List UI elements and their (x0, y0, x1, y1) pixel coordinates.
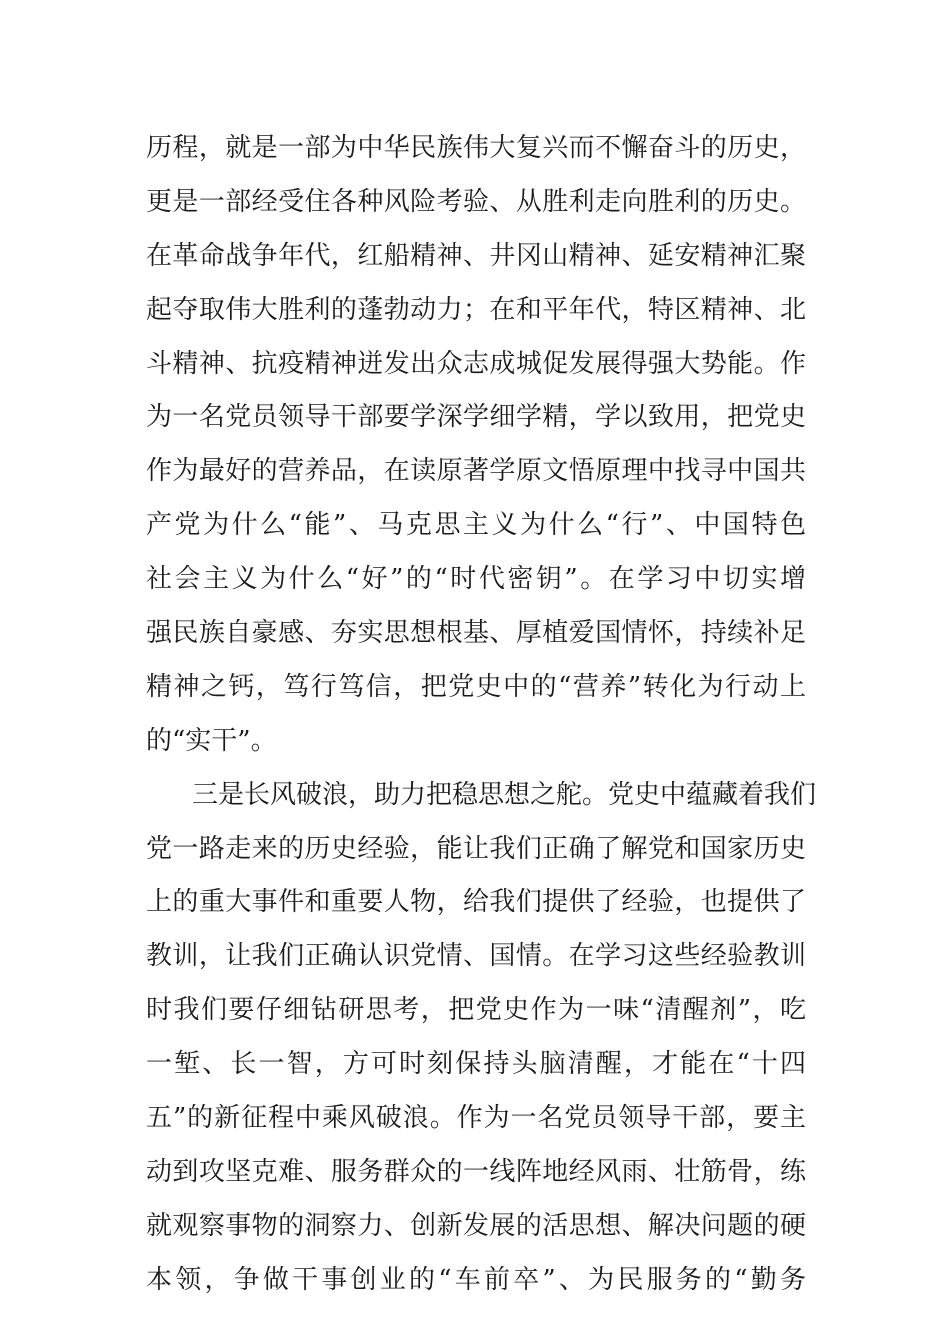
body-text (146, 128, 817, 1314)
text-line: 起夺取伟大胜利的蓬勃动力；在和平年代，特区精神、北 (146, 294, 806, 325)
text-line: 更是一部经受住各种风险考验、从胜利走向胜利的历史。 (146, 186, 806, 217)
text-line: 历程，就是一部为中华民族伟大复兴而不懈奋斗的历史， (146, 133, 806, 163)
text-line: 斗精神、抗疫精神迸发出众志成城促发展得强大势能。作 (146, 348, 806, 379)
text-line: 一堑、长一智，方可时刻保持头脑清醒，才能在“十四 (146, 1049, 806, 1080)
text-line: 上的重大事件和重要人物，给我们提供了经验，也提供了 (146, 887, 806, 918)
text-line: 就观察事物的洞察力、创新发展的活思想、解决问题的硬 (146, 1210, 806, 1241)
text-line: 的“实干”。 (146, 725, 277, 756)
paragraph-start-line: 三是长风破浪，助力把稳思想之舵。党史中蕴藏着我们 (192, 779, 817, 810)
text-line: 为一名党员领导干部要学深学细学精，学以致用，把党史 (146, 402, 806, 433)
text-line: 产党为什么“能”、马克思主义为什么“行”、中国特色 (146, 510, 806, 541)
text-line: 强民族自豪感、夯实思想根基、厚植爱国情怀，持续补足 (146, 618, 806, 649)
text-line: 作为最好的营养品，在读原著学原文悟原理中找寻中国共 (146, 456, 806, 487)
text-line: 动到攻坚克难、服务群众的一线阵地经风雨、壮筋骨，练 (146, 1156, 806, 1187)
text-line: 精神之钙，笃行笃信，把党史中的“营养”转化为行动上 (146, 671, 806, 702)
text-line: 五”的新征程中乘风破浪。作为一名党员领导干部，要主 (146, 1103, 806, 1134)
text-line: 党一路走来的历史经验，能让我们正确了解党和国家历史 (146, 833, 806, 864)
text-line: 本领，争做干事创业的“车前卒”、为民服务的“勤务 (146, 1264, 806, 1295)
text-line: 教训，让我们正确认识党情、国情。在学习这些经验教训 (146, 941, 806, 972)
text-line: 社会主义为什么“好”的“时代密钥”。在学习中切实增 (146, 564, 806, 595)
text-line: 时我们要仔细钻研思考，把党史作为一味“清醒剂”，吃 (146, 995, 806, 1026)
text-line: 在革命战争年代，红船精神、井冈山精神、延安精神汇聚 (146, 240, 806, 271)
